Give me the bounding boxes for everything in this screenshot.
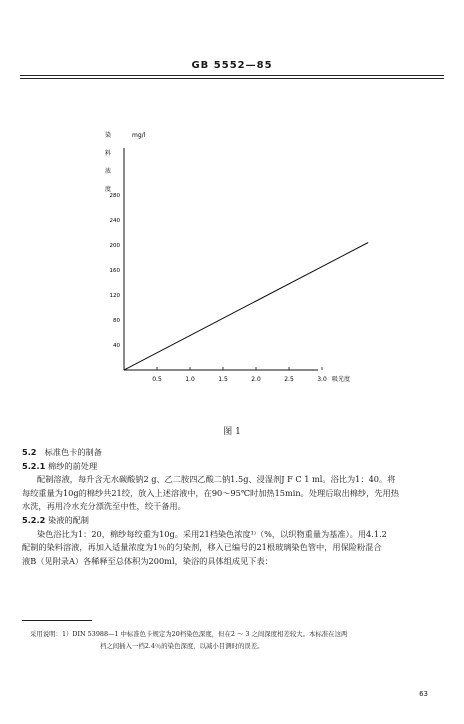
paragraph-line: 配制溶液，每升含无水碳酸钠2 g、乙二胺四乙酸二钠1.5g、浸湿剂J F C 1 ml。浴比为1：40。将 <box>37 474 396 485</box>
x-tick-label: 0.5 <box>152 376 162 383</box>
y-tick-label: 40 <box>113 343 120 349</box>
page-number: 63 <box>419 690 428 698</box>
paragraph-line: 液B（见附录A）各稀释至总体积为200ml，染浴的具体组成见下表： <box>22 555 273 566</box>
y-axis-label <box>105 131 111 193</box>
section-heading-5-2-1 <box>22 460 442 474</box>
section-heading-5-2-2 <box>22 514 442 528</box>
y-tick-label: 120 <box>109 293 120 299</box>
y-axis-label-char: 浓 <box>104 168 112 175</box>
x-tick-label: 1.5 <box>218 376 228 383</box>
section-body <box>22 446 442 568</box>
paragraph-line: 水洗，再用冷水充分漂洗至中性，绞干备用。 <box>22 501 186 512</box>
y-tick-label: 160 <box>109 268 120 274</box>
x-axis-label: 吸光度 <box>332 376 351 383</box>
series-line <box>124 243 368 371</box>
footnote <box>30 628 440 652</box>
paragraph-line: 每绞重量为10g的棉纱共21绞，放入上述溶液中，在90～95℃时加热15min。处理后取出棉纱，先用热 <box>22 487 399 498</box>
x-tick-label: 1.0 <box>185 376 195 383</box>
paragraph-line: 染色浴比为1：20，棉纱每绞重为10g。采用21档染色浓度¹⁾（%，以织物重量为基准）。用4.1.2 <box>37 528 387 539</box>
figure-caption: 图 1 <box>223 427 241 437</box>
footnote-line: 档之间插入一档2.4％的染色深度，以减小目测时的误差。 <box>100 642 264 650</box>
y-tick-label: 200 <box>109 243 120 249</box>
section-heading-5-2 <box>22 446 442 460</box>
footnote-rule <box>22 620 92 621</box>
section-title: 染液的配制 <box>48 514 89 525</box>
y-tick-label: 240 <box>109 218 120 224</box>
paragraph-line: 配制的染料溶液，再加入适量浓度为1％的匀染剂，移入已编号的21根玻璃染色管中，用保险粉混合 <box>22 542 382 553</box>
y-tick-label: 80 <box>113 318 120 324</box>
x-tick-label: 2.0 <box>251 376 261 383</box>
section-number: 5.2.2 <box>22 514 46 525</box>
chart-axes <box>124 148 318 370</box>
y-axis-unit: mg/l <box>132 132 146 139</box>
x-tick-label: 3.0 <box>317 376 327 383</box>
section-number: 5.2 <box>22 447 37 457</box>
y-axis-label-char: 料 <box>104 150 112 157</box>
section-title: 标准色卡的制备 <box>44 447 102 457</box>
y-tick-label: 280 <box>109 193 120 199</box>
section-number: 5.2.1 <box>22 460 46 471</box>
section-title: 棉纱的前处理 <box>48 460 98 471</box>
page-header: GB 5552—85 <box>191 60 273 71</box>
chart-ticks <box>110 193 327 383</box>
y-axis-label-char: 度 <box>104 186 112 193</box>
x-tick-label: 2.5 <box>284 376 294 383</box>
footnote-line: 采用说明：1）DIN 53988—1 中标准色卡规定为20档染色深度，但在2 ～ 3 之间深度相差较大。本标准在这两 <box>30 630 348 638</box>
chart-series <box>124 243 368 371</box>
y-axis-label-char: 染 <box>104 132 112 139</box>
